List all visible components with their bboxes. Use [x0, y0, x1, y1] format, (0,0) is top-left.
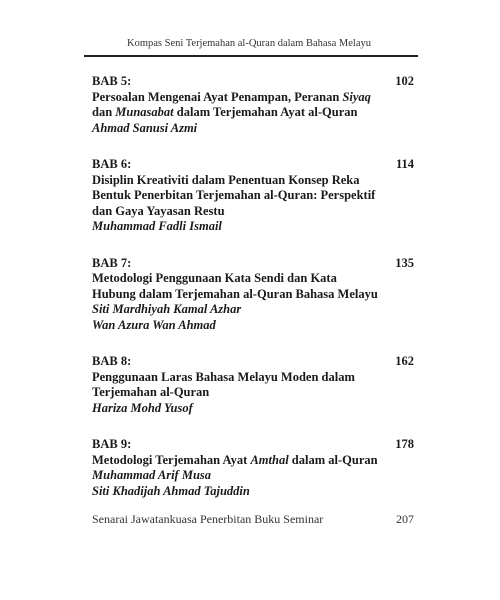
title-segment: Metodologi Penggunaan Kata Sendi dan Kata Hubung dalam Terjemahan al-Quran Bahasa Melayu: [92, 271, 378, 301]
toc-page-number: 102: [395, 74, 414, 88]
running-head: Kompas Seni Terjemahan al-Quran dalam Bahasa Melayu: [127, 38, 371, 49]
title-segment: Persoalan Mengenai Ayat Penampan, Peranan: [92, 89, 343, 104]
title-segment: Siyaq: [342, 89, 371, 104]
toc-author: Hariza Mohd Yusof: [92, 400, 193, 415]
toc-chapter-label: BAB 8:: [92, 354, 132, 368]
toc-chapter-label: BAB 6:: [92, 157, 132, 171]
title-segment: dalam Terjemahan Ayat al-Quran: [173, 105, 358, 119]
toc-author: Ahmad Sanusi Azmi: [92, 120, 198, 135]
toc-chapter-title: [92, 90, 414, 121]
title-segment: Amthal: [250, 452, 289, 467]
toc-page-number: 114: [395, 157, 414, 171]
toc-chapter-label: BAB 7:: [92, 255, 132, 270]
toc-entry: [92, 256, 414, 334]
toc-page-number: 178: [395, 437, 414, 451]
toc-entry-title: Senarai Jawatankuasa Penerbitan Buku Seminar: [92, 512, 324, 526]
toc-page-number: 207: [396, 512, 414, 526]
toc-chapter-label: BAB 5:: [92, 74, 132, 88]
toc-author: Siti Khadijah Ahmad Tajuddin: [92, 483, 250, 498]
toc-entry-committee: [92, 512, 414, 527]
toc-entry: [92, 157, 414, 235]
title-segment: Disiplin Kreativiti dalam Penentuan Konsep Reka Bentuk Penerbitan Terjemahan al-Quran: Perspektif dan Gaya Yayasan Restu: [92, 172, 376, 218]
toc-entry: [92, 74, 414, 136]
toc-author: Wan Azura Wan Ahmad: [92, 317, 216, 332]
toc-chapter-title: [92, 271, 414, 302]
title-segment: Munasabat: [115, 105, 174, 119]
toc-chapter-title: [92, 370, 414, 401]
toc-chapter-label: BAB 9:: [92, 437, 132, 451]
title-segment: Penggunaan Laras Bahasa Melayu Moden dalam Terjemahan al-Quran: [92, 369, 355, 399]
table-of-contents: [92, 74, 414, 520]
toc-entry: [92, 437, 414, 499]
toc-page-number: 162: [395, 354, 414, 368]
toc-author: Muhammad Fadli Ismail: [92, 219, 222, 233]
title-segment: Metodologi Terjemahan Ayat: [92, 452, 251, 467]
title-segment: dalam al-Quran: [288, 452, 378, 467]
header-rule: [84, 55, 418, 57]
toc-chapter-title: [92, 453, 414, 469]
toc-chapter-title: [92, 173, 414, 220]
toc-author: Muhammad Arif Musa: [92, 468, 212, 482]
toc-page-number: 135: [395, 255, 414, 270]
title-segment: dan: [92, 105, 116, 119]
toc-entry: [92, 354, 414, 416]
toc-author: Siti Mardhiyah Kamal Azhar: [92, 302, 242, 316]
